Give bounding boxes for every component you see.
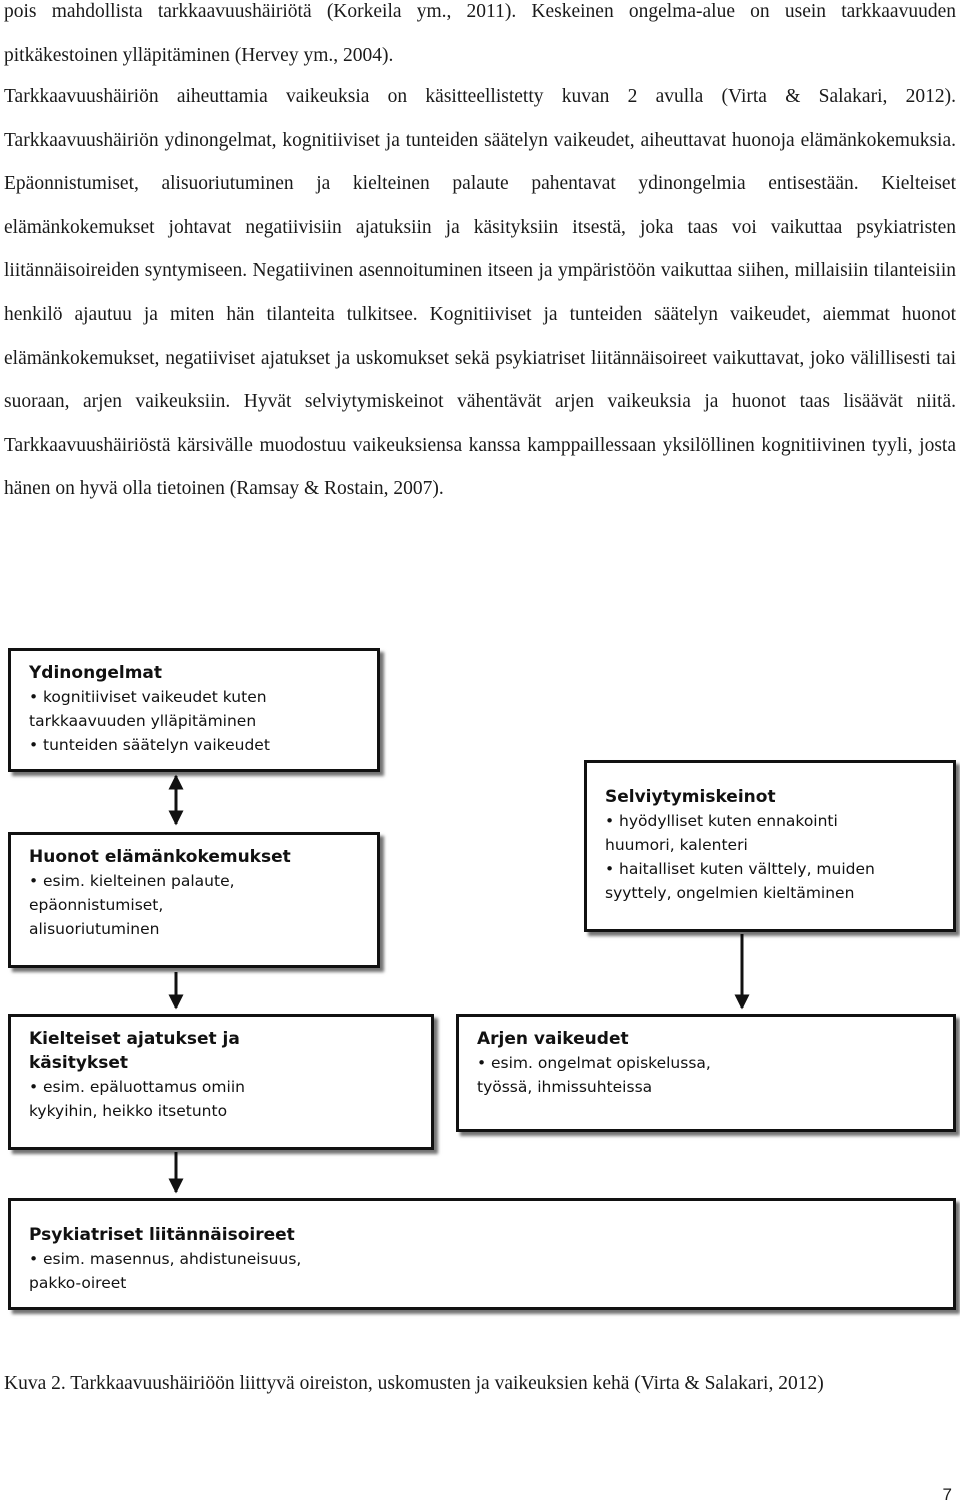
box-ydinongelmat [8, 648, 380, 772]
list-item: • tunteiden säätelyn vaikeudet [29, 736, 270, 754]
box-title: Psykiatriset liitännäisoireet [29, 1225, 295, 1245]
figure-caption: Kuva 2. Tarkkaavuushäiriöön liittyvä oireiston, uskomusten ja vaikeuksien kehä (Virta & Salakari, 2012) [4, 1373, 824, 1394]
list-item: • esim. kielteinen palaute, epäonnistumiset, alisuoriutuminen [29, 872, 235, 938]
box-title: Kielteiset ajatukset ja [29, 1029, 240, 1049]
box-kielteiset-ajatukset [8, 1014, 434, 1150]
list-item: • esim. epäluottamus omiin kykyihin, heikko itsetunto [29, 1078, 245, 1120]
box-psykiatriset-liitannaisoireet [8, 1198, 956, 1310]
figure-diagram [0, 640, 960, 1320]
list-item: • esim. ongelmat opiskelussa, työssä, ihmissuhteissa [477, 1054, 711, 1096]
list-item: • haitalliset kuten välttely, muiden syyttely, ongelmien kieltäminen [605, 860, 875, 902]
list-item: • hyödylliset kuten ennakointi huumori, kalenteri [605, 812, 838, 854]
box-title: Ydinongelmat [29, 663, 163, 683]
body-paragraph-2: Tarkkaavuushäiriön aiheuttamia vaikeuksia on käsitteellistetty kuvan 2 avulla (Virta & Salakari, 2012). Tarkkaavuushäiriön ydinongelmat, kognitiiviset ja tunteiden säätelyn vaikeudet, aiheuttavat huonoja elämänkokemuksia. Epäonnistumiset, alisuoriutuminen ja kielteinen palaute pahentavat ydinongelmia entisestään. Kielteiset elämänkokemukset johtavat negatiivisiin ajatuksiin ja käsityksiin itsestä, joka taas voi vaikuttaa psykiatristen liitännäisoireiden syntymiseen. Negatiivinen asennoituminen itseen ja ympäristöön vaikuttaa siihen, millaisiin tilanteisiin henkilö ajautuu ja miten hän tilanteita tulkitsee. Kognitiiviset ja tunteiden säätelyn vaikeudet, aiemmat huonot elämänkokemukset, negatiiviset ajatukset ja uskomukset sekä psykiatriset liitännäisoireet vaikuttavat, joko välillisesti tai suoraan, arjen vaikeuksiin. Hyvät selviytymiskeinot vähentävät arjen vaikeuksia ja huonot taas lisäävät niitä. Tarkkaavuushäiriöstä kärsivälle muodostuu vaikeuksiensa kanssa kamppaillessaan yksilöllinen kognitiivinen tyyli, josta hänen on hyvä olla tietoinen (Ramsay & Rostain, 2007). [4, 86, 956, 500]
box-huonot-elamankokemukset [8, 832, 380, 968]
page-number: 7 [942, 1485, 952, 1504]
box-title-line-2: käsitykset [29, 1053, 129, 1073]
box-arjen-vaikeudet [456, 1014, 956, 1132]
list-item: • kognitiiviset vaikeudet kuten tarkkaavuuden ylläpitäminen [29, 688, 267, 730]
list-item: • esim. masennus, ahdistuneisuus, pakko-oireet [29, 1250, 302, 1292]
box-title: Selviytymiskeinot [605, 787, 776, 807]
box-title: Arjen vaikeudet [477, 1029, 629, 1049]
box-title: Huonot elämänkokemukset [29, 847, 291, 867]
box-selviytymiskeinot [584, 760, 956, 932]
body-paragraph-1: pois mahdollista tarkkaavuushäiriötä (Korkeila ym., 2011). Keskeinen ongelma-alue on usein tarkkaavuuden pitkäkestoinen ylläpitäminen (Hervey ym., 2004). [4, 1, 956, 66]
